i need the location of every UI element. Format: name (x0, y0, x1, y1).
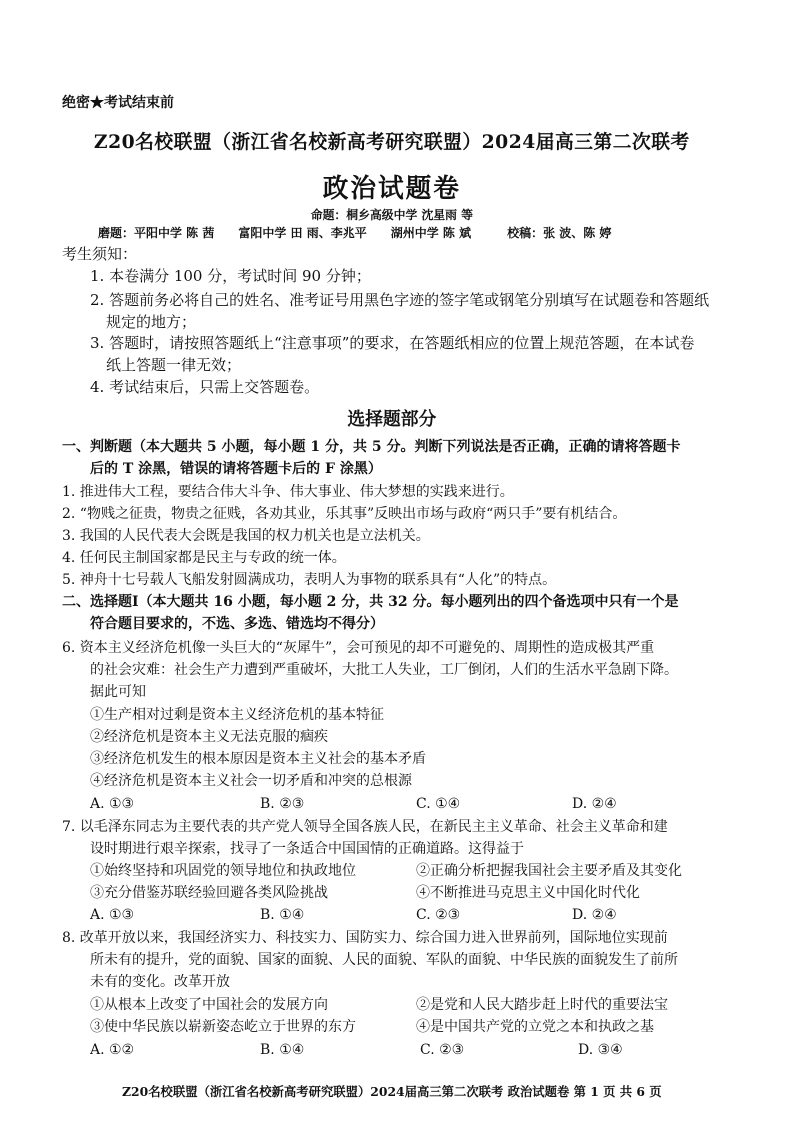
q6-statement: ③经济危机发生的根本原因是资本主义社会的基本矛盾 (90, 751, 426, 767)
q6-option-c: C. ①④ (416, 796, 461, 812)
q8-stem: 未有的变化。改革开放 (90, 974, 230, 990)
q6-stem: 6. 资本主义经济危机像一头巨大的“灰犀牛”，会可预见的却不可避免的、周期性的造成极其严重 (62, 640, 655, 656)
q7-stem: 7. 以毛泽东同志为主要代表的共产党人领导全国各族人民，在新民主主义革命、社会主义革命和建 (62, 819, 668, 835)
q8-stem: 8. 改革开放以来，我国经济实力、科技实力、国防实力、综合国力进入世界前列，国际地位实现前 (62, 930, 668, 946)
q8-statement: ③使中华民族以崭新姿态屹立于世界的东方 (90, 1019, 356, 1035)
judgement-item: 3. 我国的人民代表大会既是我国的权力机关也是立法机关。 (62, 528, 430, 544)
q8-stem: 所未有的提升，党的面貌、国家的面貌、人民的面貌、军队的面貌、中华民族的面貌发生了前所 (90, 952, 678, 968)
q7-option-d: D. ②④ (572, 907, 617, 923)
part2-heading: 二、选择题Ⅰ（本大题共 16 小题，每小题 2 分，共 32 分。每小题列出的四个备选项中只有一个是 (62, 594, 679, 610)
notice-item: 4. 考试结束后，只需上交答题卷。 (90, 378, 320, 396)
q7-statement: ①始终坚持和巩固党的领导地位和执政地位 (90, 863, 356, 879)
part1-heading: 一、判断题（本大题共 5 小题，每小题 1 分，共 5 分。判断下列说法是否正确，正确的请将答题卡 (62, 439, 681, 455)
q8-option-c: C. ②③ (420, 1042, 465, 1058)
credits-reviewers: 磨题：平阳中学 陈 茜 富阳中学 田 雨、李兆平 湖州中学 陈 斌 校稿：张 波、陈 婷 (98, 226, 612, 240)
credits-authors: 命题：桐乡高级中学 沈星雨 等 (310, 208, 473, 222)
part2-heading-continued: 符合题目要求的，不选、多选、错选均不得分） (90, 616, 384, 632)
q8-statement: ②是党和人民大踏步赶上时代的重要法宝 (416, 997, 668, 1013)
judgement-item: 4. 任何民主制国家都是民主与专政的统一体。 (62, 550, 346, 566)
judgement-item: 5. 神舟十七号载人飞船发射圆满成功，表明人为事物的联系具有“人化”的特点。 (62, 572, 557, 588)
notice-item-continued: 纸上答题一律无效； (106, 356, 242, 374)
q6-option-d: D. ②④ (572, 796, 617, 812)
q7-option-c: C. ②③ (416, 907, 461, 923)
q8-statement: ①从根本上改变了中国社会的发展方向 (90, 997, 328, 1013)
page-footer: Z20名校联盟（浙江省名校新高考研究联盟）2024届高三第二次联考 政治试题卷 第 1 页 共 6 页 (122, 1084, 662, 1099)
q6-statement: ②经济危机是资本主义无法克服的痼疾 (90, 729, 328, 745)
subject-title: 政治试题卷 (322, 174, 461, 204)
q6-statement: ①生产相对过剩是资本主义经济危机的基本特征 (90, 707, 384, 723)
judgement-item: 1. 推进伟大工程，要结合伟大斗争、伟大事业、伟大梦想的实践来进行。 (62, 484, 514, 500)
judgement-item: 2. “物贱之征贵，物贵之征贱，各劝其业，乐其事”反映出市场与政府“两只手”要有机结合。 (62, 506, 627, 522)
notice-item: 2. 答题前务必将自己的姓名、准考证号用黑色字迹的签字笔或钢笔分别填写在试题卷和答题纸 (90, 291, 710, 309)
notice-title: 考生须知： (62, 245, 138, 263)
q6-statement: ④经济危机是资本主义社会一切矛盾和冲突的总根源 (90, 773, 412, 789)
notice-item-continued: 规定的地方； (106, 313, 197, 331)
notice-item: 1. 本卷满分 100 分，考试时间 90 分钟； (90, 267, 371, 285)
confidential-label: 绝密★考试结束前 (62, 95, 174, 111)
q7-statement: ④不断推进马克思主义中国化时代化 (416, 885, 640, 901)
notice-item: 3. 答题时，请按照答题纸上“注意事项”的要求，在答题纸相应的位置上规范答题，在本试卷 (90, 334, 695, 352)
q8-option-b: B. ①④ (260, 1042, 305, 1058)
q7-statement: ②正确分析把握我国社会主要矛盾及其变化 (416, 863, 682, 879)
exam-main-title: Z20名校联盟（浙江省名校新高考研究联盟）2024届高三第二次联考 (93, 131, 690, 153)
q8-option-a: A. ①② (90, 1042, 135, 1058)
q7-stem: 设时期进行艰辛探索，找寻了一条适合中国国情的正确道路。这得益于 (90, 841, 524, 857)
q6-option-b: B. ②③ (260, 796, 305, 812)
q7-statement: ③充分借鉴苏联经验回避各类风险挑战 (90, 885, 328, 901)
q6-stem: 据此可知 (90, 684, 146, 700)
q7-option-b: B. ①④ (260, 907, 305, 923)
q8-option-d: D. ③④ (578, 1042, 623, 1058)
q6-stem: 的社会灾难：社会生产力遭到严重破坏，大批工人失业，工厂倒闭，人们的生活水平急剧下降。 (90, 662, 678, 678)
q7-option-a: A. ①③ (90, 907, 135, 923)
q8-statement: ④是中国共产党的立党之本和执政之基 (416, 1019, 654, 1035)
section-title: 选择题部分 (347, 409, 437, 430)
q6-option-a: A. ①③ (90, 796, 135, 812)
part1-heading-continued: 后的 T 涂黑，错误的请将答题卡后的 F 涂黑） (90, 461, 382, 477)
